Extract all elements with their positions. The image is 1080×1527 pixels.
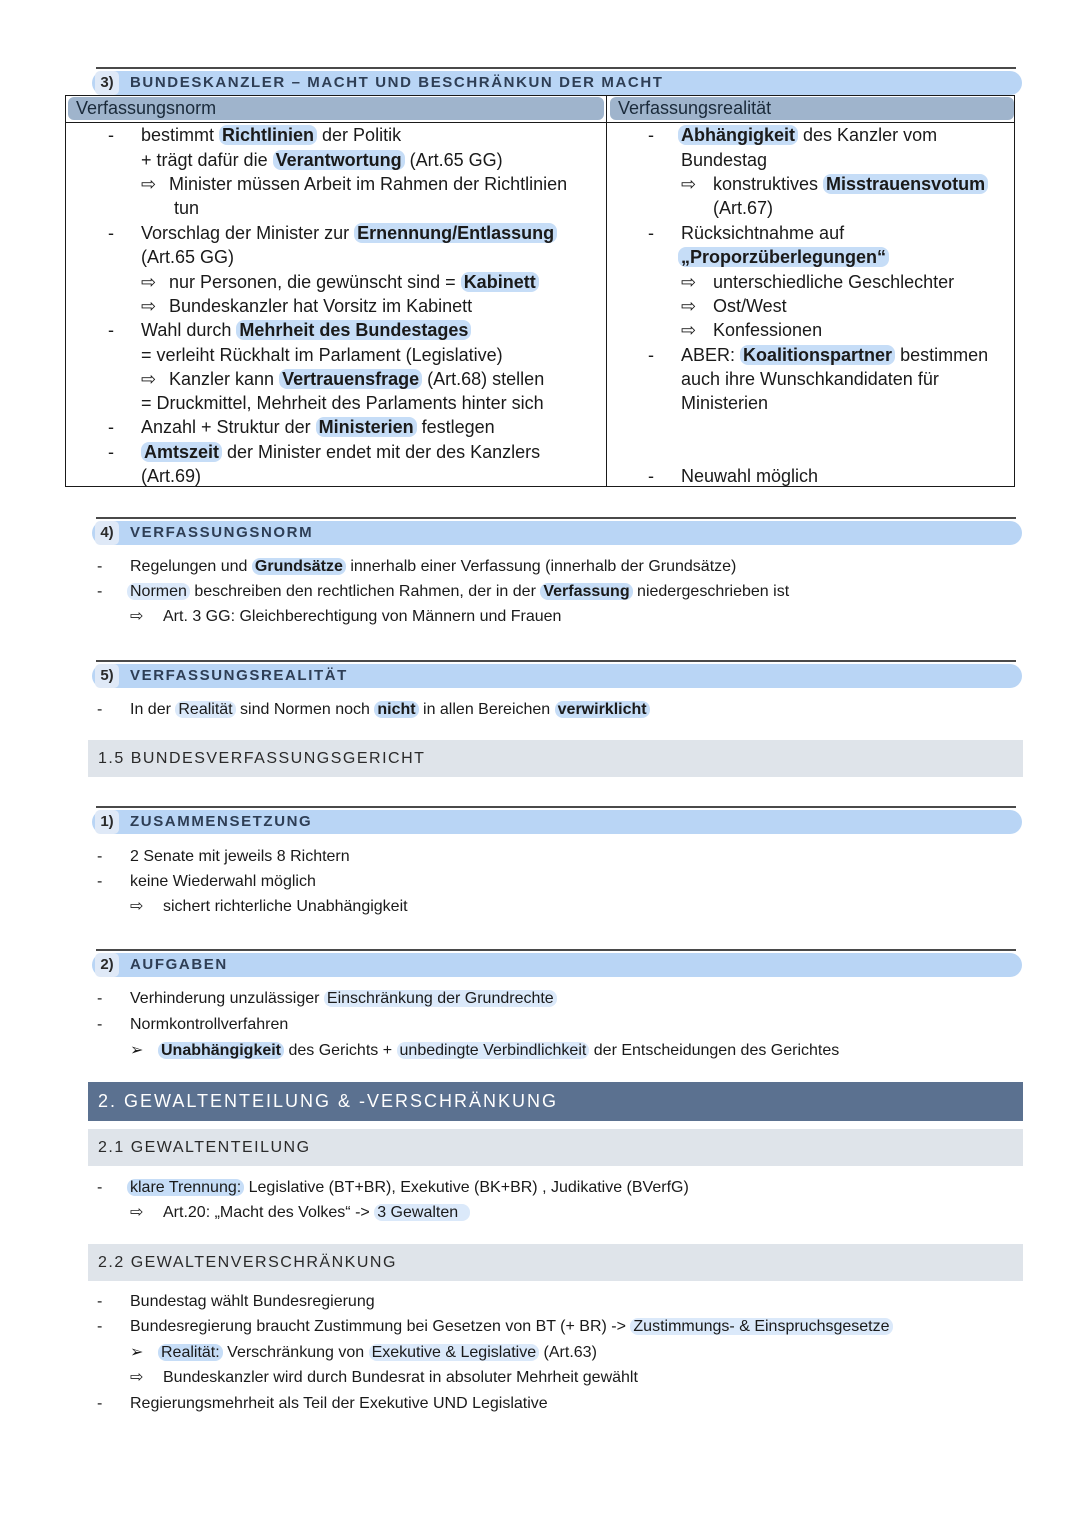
list-item: bestimmt Richtlinien der Politik (141, 125, 402, 145)
list-item: + trägt dafür die Verantwortung (Art.65 GG) (141, 150, 503, 170)
pointer-icon: ➢ (130, 1042, 144, 1059)
arrow-icon: ⇨ (141, 296, 157, 316)
chapter-title: 2. GEWALTENTEILUNG & -VERSCHRÄNKUNG (98, 1091, 559, 1111)
section-number: 2) (95, 953, 119, 977)
section-number: 4) (95, 521, 119, 545)
list-item: ⇨ Konfessionen (681, 318, 822, 342)
bullet-dash: - (648, 466, 654, 486)
list-item: ABER: Koalitionspartner bestimmen (681, 345, 989, 365)
list-item: Bundestag wählt Bundesregierung (130, 1293, 375, 1310)
column-header-verfassungsnorm: Verfassungsnorm (68, 97, 604, 120)
bullet-dash: - (97, 701, 103, 718)
bullet-dash: - (108, 442, 114, 462)
bullet-dash: - (97, 558, 103, 575)
list-item: Bundesregierung braucht Zustimmung bei Gesetzen von BT (+ BR) -> Zustimmungs- & Einspruchsgesetze (130, 1314, 893, 1340)
arrow-icon: ⇨ (130, 608, 144, 625)
list-item: keine Wiederwahl möglich (130, 873, 316, 890)
subsection-header-gewaltenteilung (88, 1129, 1023, 1166)
arrow-icon: ⇨ (681, 174, 697, 194)
bullet-dash: - (97, 583, 103, 600)
subsection-title: 2.1 GEWALTENTEILUNG (98, 1139, 311, 1156)
list-item: auch ihre Wunschkandidaten für (681, 369, 939, 389)
bullet-dash: - (97, 848, 103, 865)
arrow-icon: ⇨ (130, 1369, 144, 1386)
bullet-dash: - (648, 125, 654, 145)
bullet-dash: - (97, 1395, 103, 1412)
bullet-dash: - (97, 1293, 103, 1310)
bullet-dash: - (97, 1318, 103, 1335)
section-header-verfassungsrealitaet (92, 660, 1022, 690)
bullet-dash: - (108, 320, 114, 340)
arrow-icon: ⇨ (141, 369, 157, 389)
section-title: ZUSAMMENSETZUNG (130, 813, 313, 830)
list-item: Regierungsmehrheit als Teil der Exekutive UND Legislative (130, 1395, 548, 1412)
bullet-dash: - (97, 1179, 103, 1196)
list-item: Abhängigkeit des Kanzler vom (678, 123, 937, 147)
list-item: Rücksichtnahme auf (681, 223, 845, 243)
list-item: ⇨ Ost/West (681, 294, 787, 318)
column-header-verfassungsrealitaet: Verfassungsrealität (610, 97, 1014, 120)
subsection-title: 1.5 BUNDESVERFASSUNGSGERICHT (98, 750, 426, 767)
section-rule (96, 806, 1016, 808)
list-item: Regelungen und Grundsätze innerhalb einer Verfassung (innerhalb der Grundsätze) (130, 558, 737, 575)
list-item: Amtszeit der Minister endet mit der des Kanzlers (141, 440, 540, 464)
list-item: In der Realität sind Normen noch nicht in allen Bereichen verwirklicht (130, 697, 650, 723)
list-item: Ministerien (681, 393, 769, 413)
list-item: Normen beschreiben den rechtlichen Rahmen, der in der Verfassung niedergeschrieben ist (127, 579, 789, 605)
list-item: Normkontrollverfahren (130, 1016, 289, 1033)
list-item: (Art.65 GG) (141, 247, 235, 267)
list-item: = verleiht Rückhalt im Parlament (Legislative) (141, 345, 503, 365)
list-item: ⇨ Bundeskanzler hat Vorsitz im Kabinett (141, 294, 472, 318)
section-rule (96, 660, 1016, 662)
arrow-icon: ⇨ (130, 898, 144, 915)
list-item: ➢ Realität: Verschränkung von Exekutive & Legislative (Art.63) (130, 1340, 597, 1366)
bullet-dash: - (108, 125, 114, 145)
section-header-zusammensetzung (92, 806, 1022, 836)
list-item: Neuwahl möglich (681, 466, 819, 486)
bullet-dash: - (108, 223, 114, 243)
section-header-aufgaben (92, 949, 1022, 979)
bullet-dash: - (648, 223, 654, 243)
subsection-header-bundesverfassungsgericht (88, 740, 1023, 777)
list-item: klare Trennung: Legislative (BT+BR), Exekutive (BK+BR) , Judikative (BVerfG) (127, 1175, 689, 1201)
list-item: ⇨ Kanzler kann Vertrauensfrage (Art.68) stellen (141, 367, 544, 391)
comparison-table (65, 95, 1015, 487)
list-item: Vorschlag der Minister zur Ernennung/Entlassung (141, 221, 557, 245)
list-item: (Art.69) (141, 466, 202, 486)
bullet-dash: - (108, 417, 114, 437)
section-header-verfassungsnorm (92, 517, 1022, 547)
section-number: 1) (95, 810, 119, 834)
arrow-icon: ⇨ (681, 272, 697, 292)
section-rule (96, 67, 1016, 69)
arrow-icon: ⇨ (681, 320, 697, 340)
bullet-dash: - (97, 873, 103, 890)
pointer-icon: ➢ (130, 1344, 144, 1361)
subsection-header-gewaltenverschraenkung (88, 1244, 1023, 1281)
list-item: 2 Senate mit jeweils 8 Richtern (130, 848, 350, 865)
section-rule (96, 949, 1016, 951)
bullet-dash: - (97, 1016, 103, 1033)
section-number: 5) (95, 664, 119, 688)
section-number: 3) (95, 71, 119, 95)
arrow-icon: ⇨ (141, 174, 157, 194)
list-item: ⇨ Art. 3 GG: Gleichberechtigung von Männern und Frauen (130, 604, 561, 630)
list-item: ⇨ konstruktives Misstrauensvotum (681, 172, 988, 196)
arrow-icon: ⇨ (681, 296, 697, 316)
section-title: VERFASSUNGSREALITÄT (130, 667, 348, 684)
bullet-dash: - (97, 990, 103, 1007)
list-item: tun (174, 198, 200, 218)
chapter-header-gewaltenteilung (88, 1082, 1023, 1121)
list-item: Anzahl + Struktur der Ministerien festlegen (141, 417, 495, 437)
list-item: Verhinderung unzulässiger Einschränkung der Grundrechte (130, 986, 557, 1012)
list-item: ⇨ unterschiedliche Geschlechter (681, 270, 954, 294)
list-item: ⇨ Bundeskanzler wird durch Bundesrat in absoluter Mehrheit gewählt (130, 1365, 638, 1391)
subsection-title: 2.2 GEWALTENVERSCHRÄNKUNG (98, 1254, 397, 1271)
section-pill (92, 953, 1022, 977)
arrow-icon: ⇨ (141, 272, 157, 292)
section-title: VERFASSUNGSNORM (130, 524, 314, 541)
section-title: BUNDESKANZLER – MACHT UND BESCHRÄNKUN DER MACHT (130, 74, 664, 91)
table-divider (606, 96, 607, 486)
list-item: ⇨ Minister müssen Arbeit im Rahmen der Richtlinien (141, 172, 567, 196)
list-item: = Druckmittel, Mehrheit des Parlaments hinter sich (141, 393, 544, 413)
section-rule (96, 517, 1016, 519)
list-item: „Proporzüberlegungen“ (678, 245, 889, 269)
bullet-dash: - (648, 345, 654, 365)
list-item: (Art.67) (713, 198, 774, 218)
list-item: ⇨ sichert richterliche Unabhängigkeit (130, 894, 408, 920)
list-item: ➢ Unabhängigkeit des Gerichts + unbedingte Verbindlichkeit der Entscheidungen des Gerichtes (130, 1038, 839, 1064)
list-item: Wahl durch Mehrheit des Bundestages (141, 318, 471, 342)
list-item: Bundestag (681, 150, 768, 170)
arrow-icon: ⇨ (130, 1204, 144, 1221)
list-item: ⇨ nur Personen, die gewünscht sind = Kabinett (141, 270, 539, 294)
section-header-bundeskanzler (92, 67, 1022, 97)
list-item: ⇨ Art.20: „Macht des Volkes“ -> 3 Gewalten (130, 1200, 470, 1226)
section-title: AUFGABEN (130, 956, 228, 973)
